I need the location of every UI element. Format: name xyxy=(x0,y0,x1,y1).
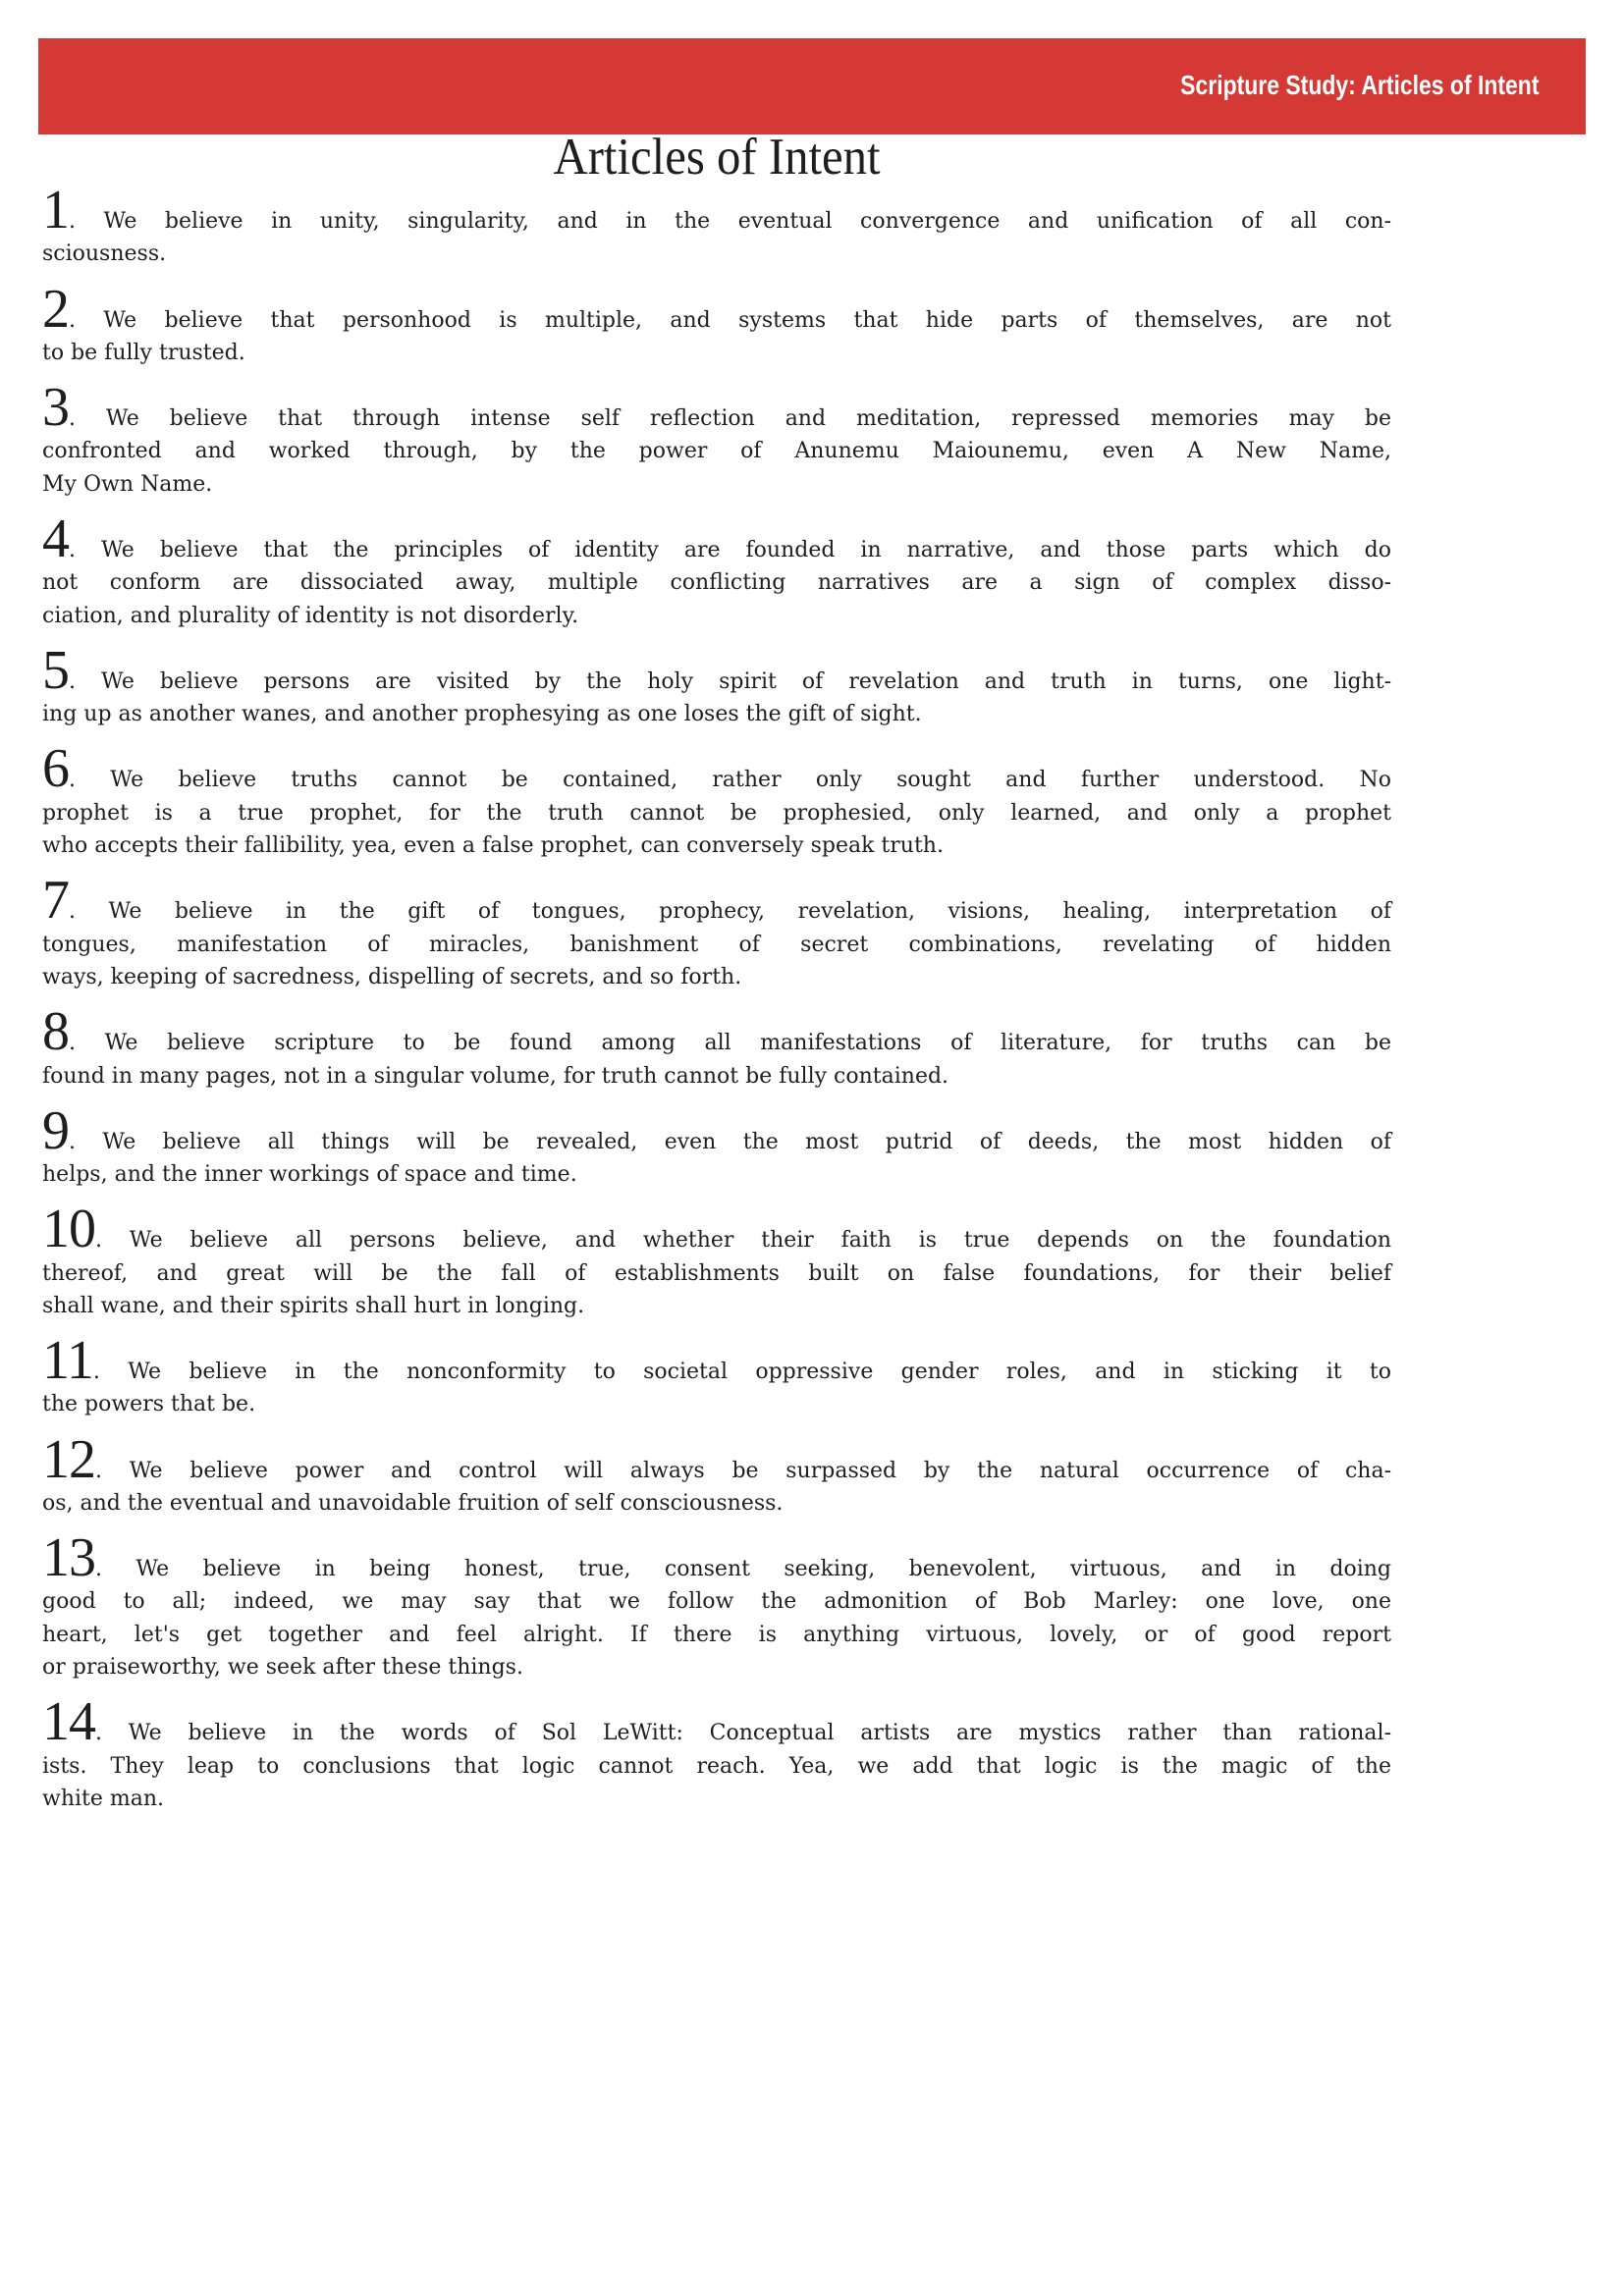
article-item xyxy=(42,1001,1391,1093)
article-line xyxy=(42,829,1391,862)
article-item xyxy=(42,1199,1391,1322)
article-number: 7 xyxy=(42,870,69,932)
article-item xyxy=(42,1691,1391,1815)
article-line xyxy=(42,180,1391,240)
article-line xyxy=(42,468,1391,501)
article-text: ing up as another wanes, and another prophesying as one loses the gift of sight. xyxy=(42,702,922,727)
article-number: 8 xyxy=(42,1001,69,1063)
article-text: . We believe that through intense self reflection and meditation, repressed memories may be xyxy=(69,406,1391,431)
article-line xyxy=(42,870,1391,932)
article-line xyxy=(42,1001,1391,1063)
article-line xyxy=(42,507,1391,569)
article-line xyxy=(42,377,1391,438)
article-line xyxy=(42,337,1391,369)
article-item xyxy=(42,507,1391,632)
article-text: . We believe in the nonconformity to societal oppressive gender roles, and in sticking it to xyxy=(92,1360,1391,1385)
article-line xyxy=(42,600,1391,632)
article-item xyxy=(42,738,1391,862)
article-text: or praiseworthy, we seek after these things. xyxy=(42,1655,523,1681)
article-number: 10 xyxy=(42,1199,95,1260)
article-number: 9 xyxy=(42,1099,69,1161)
article-line xyxy=(42,1691,1391,1753)
page-title xyxy=(42,129,1391,186)
article-text: confronted and worked through, by the power of Anunemu Maiounemu, even A New Name, xyxy=(42,439,1391,464)
article-text: who accepts their fallibility, yea, even a false prophet, can conversely speak truth. xyxy=(42,833,944,859)
article-line xyxy=(42,1388,1391,1420)
article-number: 13 xyxy=(42,1527,95,1589)
article-text: shall wane, and their spirits shall hurt in longing. xyxy=(42,1293,585,1318)
article-text: ciation, and plurality of identity is not disorderly. xyxy=(42,603,579,628)
article-number: 4 xyxy=(42,507,69,569)
article-item xyxy=(42,1527,1391,1684)
article-text: . We believe in being honest, true, consent seeking, benevolent, virtuous, and in doing xyxy=(95,1557,1391,1582)
article-item xyxy=(42,1099,1391,1192)
article-line xyxy=(42,738,1391,800)
article-item xyxy=(42,377,1391,501)
article-text: prophet is a true prophet, for the truth cannot be prophesied, only learned, and only a prophet xyxy=(42,800,1391,826)
article-text: . We believe power and control will always be surpassed by the natural occurrence of cha- xyxy=(95,1458,1391,1483)
article-item xyxy=(42,1428,1391,1521)
article-line xyxy=(42,929,1391,961)
article-number: 6 xyxy=(42,738,69,800)
article-text: . We believe in the gift of tongues, prophecy, revelation, visions, healing, interpretation of xyxy=(69,899,1391,925)
article-item xyxy=(42,180,1391,271)
article-number: 11 xyxy=(42,1330,93,1392)
article-text: good to all; indeed, we may say that we follow the admonition of Bob Marley: one love, one xyxy=(42,1589,1391,1615)
article-line xyxy=(42,1750,1391,1783)
article-line xyxy=(42,1585,1391,1618)
article-line xyxy=(42,238,1391,270)
article-text: . We believe all things will be revealed, even the most putrid of deeds, the most hidden of xyxy=(69,1129,1391,1154)
article-number: 3 xyxy=(42,377,69,438)
article-number: 5 xyxy=(42,639,69,701)
article-line xyxy=(42,797,1391,829)
article-line xyxy=(42,566,1391,599)
article-line xyxy=(42,698,1391,730)
article-text: . We believe in the words of Sol LeWitt: Conceptual artists are mystics rather than rational- xyxy=(95,1721,1391,1746)
article-line xyxy=(42,1060,1391,1093)
article-text: ists. They leap to conclusions that logic cannot reach. Yea, we add that logic is the magic of the xyxy=(42,1753,1391,1779)
article-line xyxy=(42,1199,1391,1260)
article-item xyxy=(42,278,1391,370)
article-text: found in many pages, not in a singular volume, for truth cannot be fully contained. xyxy=(42,1063,949,1089)
article-number: 12 xyxy=(42,1428,95,1490)
article-number: 2 xyxy=(42,278,69,340)
article-line xyxy=(42,1257,1391,1290)
article-text: . We believe that the principles of identity are founded in narrative, and those parts which do xyxy=(69,537,1391,562)
article-text: not conform are dissociated away, multiple conflicting narratives are a sign of complex disso- xyxy=(42,570,1391,596)
article-line xyxy=(42,1099,1391,1161)
article-text: . We believe scripture to be found among all manifestations of literature, for truths can be xyxy=(69,1031,1391,1056)
article-number: 1 xyxy=(42,180,69,240)
article-text: My Own Name. xyxy=(42,471,213,497)
article-line xyxy=(42,1330,1391,1392)
page-title-text: Articles of Intent xyxy=(553,129,881,186)
article-text: ways, keeping of sacredness, dispelling of secrets, and so forth. xyxy=(42,965,742,990)
article-line xyxy=(42,435,1391,467)
article-line xyxy=(42,1783,1391,1815)
article-line xyxy=(42,1290,1391,1322)
article-line xyxy=(42,1487,1391,1520)
article-text: . We believe all persons believe, and whether their faith is true depends on the foundation xyxy=(95,1228,1391,1254)
article-text: helps, and the inner workings of space and time. xyxy=(42,1162,577,1188)
article-line xyxy=(42,1527,1391,1589)
article-text: . We believe truths cannot be contained, rather only sought and further understood. No xyxy=(69,768,1391,793)
article-text: sciousness. xyxy=(42,241,167,267)
article-text: tongues, manifestation of miracles, banishment of secret combinations, revelating of hidden xyxy=(42,932,1391,957)
article-text: . We believe in unity, singularity, and in the eventual convergence and unification of all con- xyxy=(69,209,1391,234)
article-line xyxy=(42,278,1391,340)
article-item xyxy=(42,639,1391,731)
article-line xyxy=(42,1428,1391,1490)
article-item xyxy=(42,1330,1391,1421)
article-text: heart, let's get together and feel alright. If there is anything virtuous, lovely, or of good report xyxy=(42,1622,1391,1647)
article-text: . We believe that personhood is multiple, and systems that hide parts of themselves, are not xyxy=(69,307,1391,333)
article-text: os, and the eventual and unavoidable fruition of self consciousness. xyxy=(42,1490,784,1516)
article-text: to be fully trusted. xyxy=(42,340,245,365)
article-text: the powers that be. xyxy=(42,1392,256,1417)
article-line xyxy=(42,1158,1391,1191)
article-text: thereof, and great will be the fall of establishments built on false foundations, for their belief xyxy=(42,1260,1391,1286)
article-item xyxy=(42,870,1391,993)
article-line xyxy=(42,961,1391,993)
articles-list xyxy=(42,180,1391,1848)
article-line xyxy=(42,639,1391,701)
article-number: 14 xyxy=(42,1691,95,1753)
article-text: white man. xyxy=(42,1787,165,1812)
running-header-title: Scripture Study: Articles of Intent xyxy=(1179,70,1539,100)
article-line xyxy=(42,1619,1391,1651)
article-line xyxy=(42,1651,1391,1683)
article-text: . We believe persons are visited by the holy spirit of revelation and truth in turns, one light- xyxy=(69,668,1391,694)
